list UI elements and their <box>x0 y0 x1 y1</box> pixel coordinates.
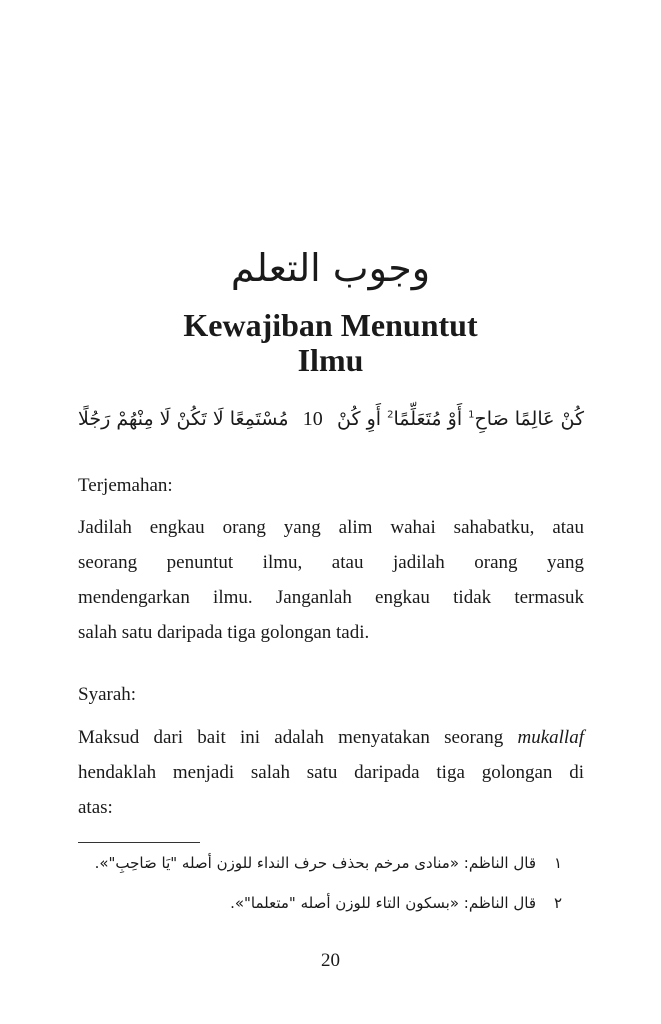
translation-line: Jadilah engkau orang yang alim wahai sahabatku, atau <box>78 517 584 538</box>
verse-first-hemistich <box>337 408 584 430</box>
verse-second-hemistich: مُسْتَمِعًا لَا تَكُنْ لَا مِنْهُمْ رَجُلًا <box>78 408 289 430</box>
chapter-title-line-2: Ilmu <box>297 342 364 378</box>
syarah-paragraph <box>78 720 584 825</box>
footnote-divider <box>78 842 200 843</box>
footnote-text: قال الناظم: «منادى مرخم بحذف حرف النداء للوزن أصله "يَا صَاحِبِ"». <box>94 854 536 872</box>
footnote-ref-1: 1 <box>468 409 475 421</box>
chapter-title <box>0 308 661 378</box>
syarah-text: Maksud dari bait ini adalah menyatakan seorang <box>78 727 518 748</box>
footnote-2 <box>78 894 562 912</box>
footnote-text: قال الناظم: «بسكون التاء للوزن أصله "متعلما"». <box>230 894 536 912</box>
chapter-title-line-1: Kewajiban Menuntut <box>183 307 478 343</box>
syarah-heading: Syarah: <box>78 684 137 705</box>
footnote-number: ١ <box>553 854 562 872</box>
footnote-ref-2: 2 <box>387 409 394 421</box>
arabic-chapter-title: وجوب التعلم <box>230 246 431 290</box>
footnote-1 <box>78 854 562 872</box>
verse-number: 10 <box>302 408 323 430</box>
page-number: 20 <box>321 950 340 971</box>
verse-part-c: أَوِ كُنْ <box>337 408 382 430</box>
translation-paragraph <box>78 510 584 650</box>
arabic-verse <box>78 408 584 431</box>
syarah-line: hendaklah menjadi salah satu daripada tiga golongan di <box>78 762 584 783</box>
translation-line: seorang penuntut ilmu, atau jadilah orang yang <box>78 552 584 573</box>
translation-heading: Terjemahan: <box>78 475 173 496</box>
syarah-line: atas: <box>78 797 113 818</box>
translation-line: salah satu daripada tiga golongan tadi. <box>78 622 370 643</box>
syarah-line <box>78 720 584 755</box>
footnote-number: ٢ <box>553 894 562 912</box>
verse-part-a: كُنْ عَالِمًا صَاحِ <box>474 408 584 430</box>
verse-part-b: أَوْ مُتَعَلِّمًا <box>393 408 463 430</box>
translation-line: mendengarkan ilmu. Janganlah engkau tidak termasuk <box>78 587 584 608</box>
syarah-italic-term: mukallaf <box>517 727 584 748</box>
